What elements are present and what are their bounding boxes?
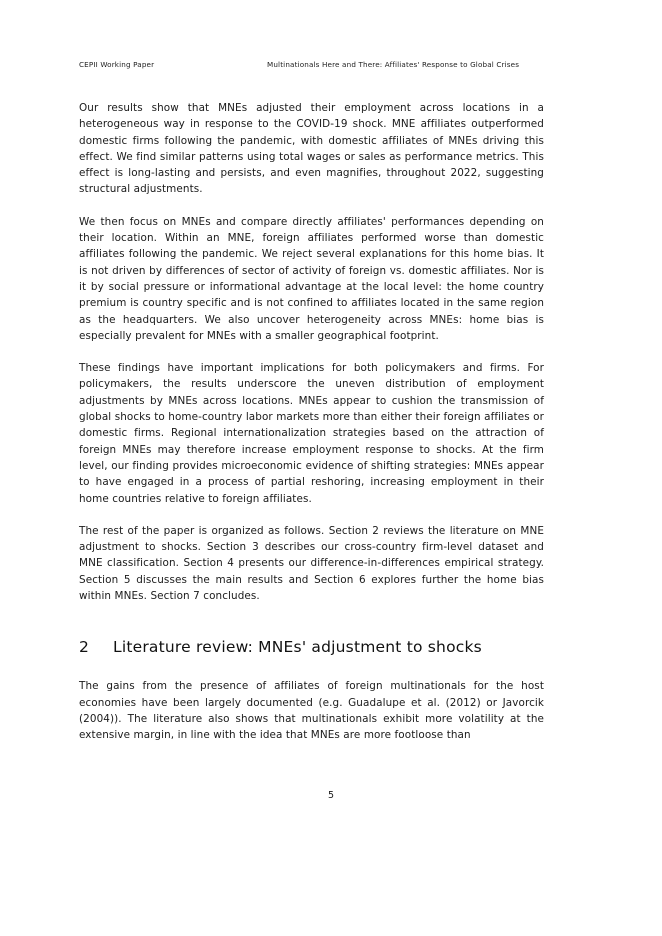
page-header [79,60,544,69]
body-paragraph-4: The rest of the paper is organized as follows. Section 2 reviews the literature on MNE adjustment to shocks. Section 3 describes our cross-country firm-level dataset and MNE classification. Section 4 presents our difference-in-differences empirical strategy. Section 5 discusses the main results and Section 6 explores further the home bias within MNEs. Section 7 concludes. [79,524,544,603]
section-paragraph-1: The gains from the presence of affiliates of foreign multinationals for the host economies have been largely documented (e.g. Guadalupe et al. (2012) or Javorcik (2004)). The literature also shows that multinationals exhibit more volatility at the extensive margin, in line with the idea that MNEs are more footloose than [79,680,544,742]
section-number: 2 [79,638,90,657]
body-paragraph-1: Our results show that MNEs adjusted their employment across locations in a heterogeneous way in response to the COVID-19 shock. MNE affiliates outperformed domestic firms following the pandemic, with domestic affiliates of MNEs driving this effect. We find similar patterns using total wages or sales as performance metrics. This effect is long-lasting and persists, and even magnifies, throughout 2022, suggesting structural adjustments. [79,102,544,196]
header-right-text: Multinationals Here and There: Affiliates' Response to Global Crises [267,60,520,69]
page-number: 5 [327,790,335,801]
header-left-text: CEPII Working Paper [79,60,155,69]
section-heading [79,638,544,656]
page-content [79,100,544,744]
section-title: Literature review: MNEs' adjustment to shocks [113,638,482,657]
body-paragraph-3: These findings have important implications for both policymakers and firms. For policymakers, the results underscore the uneven distribution of employment adjustments by MNEs across locations. MNEs appear to cushion the transmission of global shocks to home-country labor markets more than either their foreign affiliates or domestic firms. Regional internationalization strategies based on the attraction of foreign MNEs may therefore increase employment response to shocks. At the firm level, our finding provides microeconomic evidence of shifting strategies: MNEs appear to have engaged in a process of partial reshoring, increasing employment in their home countries relative to foreign affiliates. [79,362,544,505]
body-paragraph-2: We then focus on MNEs and compare directly affiliates' performances depending on their location. Within an MNE, foreign affiliates performed worse than domestic affiliates following the pandemic. We reject several explanations for this home bias. It is not driven by differences of sector of activity of foreign vs. domestic affiliates. Nor is it by social pressure or informational advantage at the local level: the home country premium is country specific and is not confined to affiliates located in the same region as the headquarters. We also uncover heterogeneity across MNEs: home bias is especially prevalent for MNEs with a smaller geographical footprint. [79,215,544,342]
